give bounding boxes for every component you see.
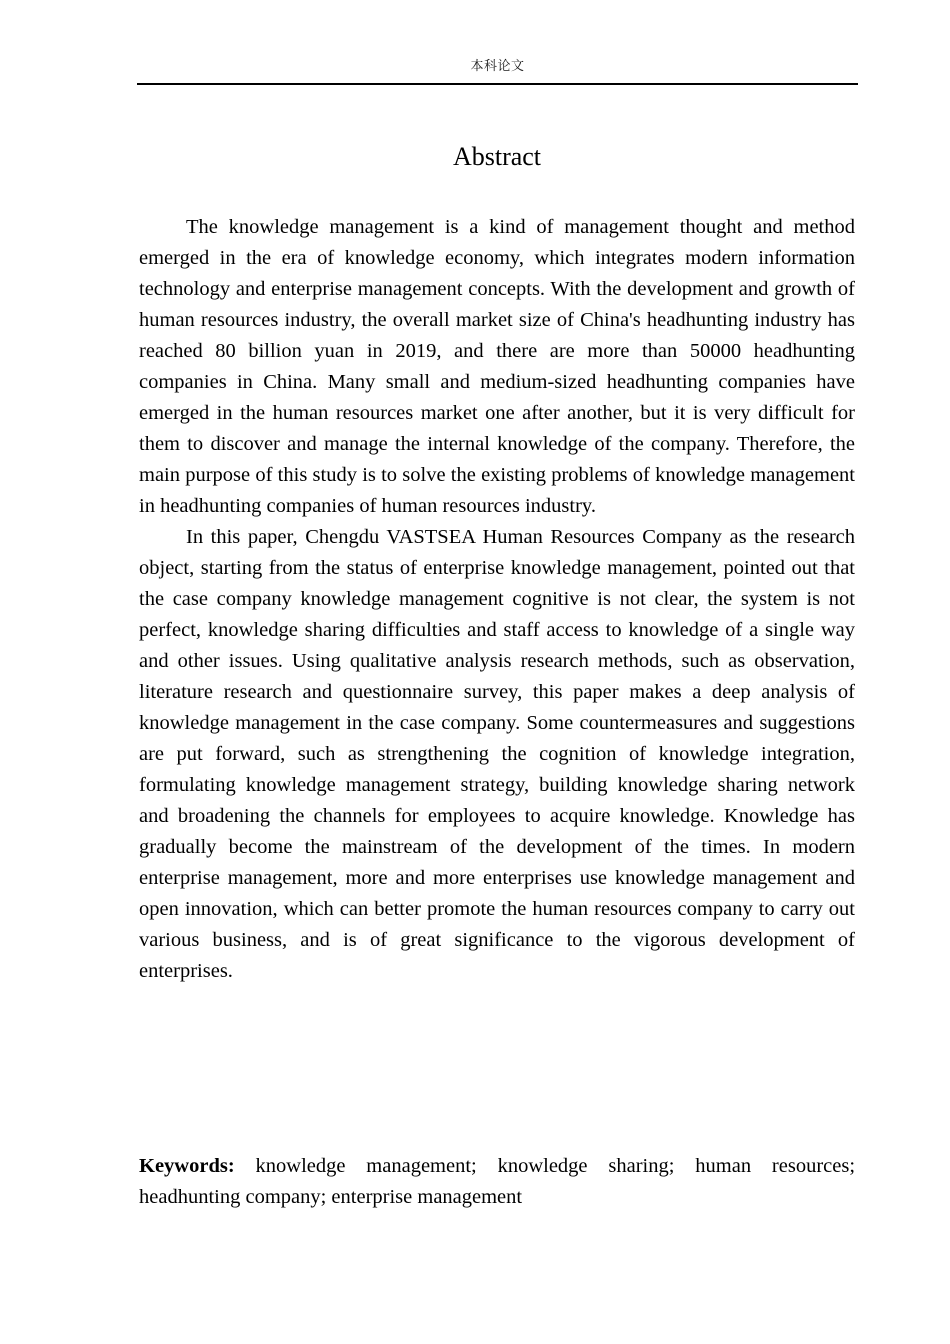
keywords-terms-text: knowledge management; knowledge sharing; human resources; headhunting company; enterprise management — [139, 1155, 856, 1208]
running-header-title: 本科论文 — [470, 59, 525, 74]
document-body — [139, 140, 855, 987]
header-divider-rule — [137, 83, 858, 85]
page-header — [137, 58, 858, 85]
keywords-section — [139, 1151, 855, 1213]
keywords-label: Keywords: — [139, 1155, 235, 1177]
keywords-value — [139, 1155, 855, 1208]
abstract-text — [139, 212, 855, 987]
page-title: Abstract — [452, 142, 542, 171]
abstract-paragraph-1: The knowledge management is a kind of management thought and method emerged in the era of knowledge economy, which integrates modern information technology and enterprise management concepts. With the development and growth of human resources industry, the overall market size of China's headhunting industry has reached 80 billion yuan in 2019, and there are more than 50000 headhunting companies in China. Many small and medium-sized headhunting companies have emerged in the human resources market one after another, but it is very difficult for them to discover and manage the internal knowledge of the company. Therefore, the main purpose of this study is to solve the existing problems of knowledge management in headhunting companies of human resources industry. — [139, 216, 855, 517]
abstract-paragraph-2: In this paper, Chengdu VASTSEA Human Resources Company as the research object, starting from the status of enterprise knowledge management, pointed out that the case company knowledge management cognitive is not clear, the system is not perfect, knowledge sharing difficulties and staff access to knowledge of a single way and other issues. Using qualitative analysis research methods, such as observation, literature research and questionnaire survey, this paper makes a deep analysis of knowledge management in the case company. Some countermeasures and suggestions are put forward, such as strengthening the cognition of knowledge integration, formulating knowledge management strategy, building knowledge sharing network and broadening the channels for employees to acquire knowledge. Knowledge has gradually become the mainstream of the development of the times. In modern enterprise management, more and more enterprises use knowledge management and open innovation, which can better promote the human resources company to carry out various business, and is of great significance to the vigorous development of enterprises. — [139, 526, 855, 982]
